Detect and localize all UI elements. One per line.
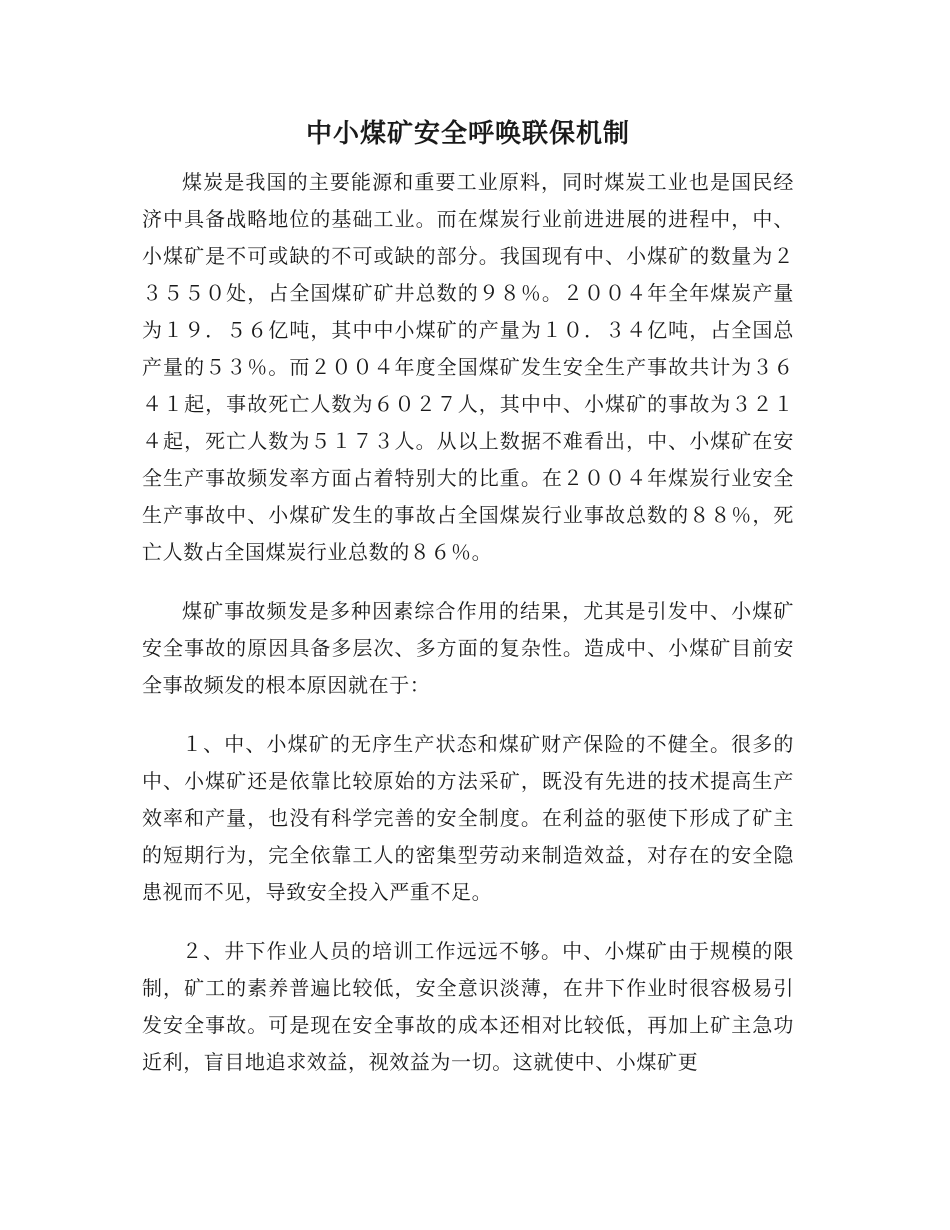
paragraph-accident-causes: 煤矿事故频发是多种因素综合作用的结果，尤其是引发中、小煤矿安全事故的原因具备多层次、多方面的复杂性。造成中、小煤矿目前安全事故频发的根本原因就在于： — [142, 599, 794, 697]
paragraph-point-1: １、中、小煤矿的无序生产状态和煤矿财产保险的不健全。很多的中、小煤矿还是依靠比较原始的方法采矿，既没有先进的技术提高生产效率和产量，也没有科学完善的安全制度。在利益的驱使下形成了矿主的短期行为，完全依靠工人的密集型劳动来制造效益，对存在的安全隐患视而不见，导致安全投入严重不足。 — [142, 732, 794, 904]
paragraph-intro-statistics: 煤炭是我国的主要能源和重要工业原料，同时煤炭工业也是国民经济中具备战略地位的基础工业。而在煤炭行业前进进展的进程中，中、小煤矿是不可或缺的不可或缺的部分。我国现有中、小煤矿的数量为２３５５０处，占全国煤矿矿井总数的９８％。２００４年全年煤炭产量为１９．５６亿吨，其中中小煤矿的产量为１０．３４亿吨，占全国总产量的５３％。而２００４年度全国煤矿发生安全生产事故共计为３６４１起，事故死亡人数为６０２７人，其中中、小煤矿的事故为３２１４起，死亡人数为５１７３人。从以上数据不难看出，中、小煤矿在安全生产事故频发率方面占着特别大的比重。在２００４年煤炭行业安全生产事故中、小煤矿发生的事故占全国煤炭行业事故总数的８８％，死亡人数占全国煤炭行业总数的８６％。 — [142, 170, 794, 564]
document-body — [142, 112, 794, 1103]
document-title: 中小煤矿安全呼唤联保机制 — [305, 119, 630, 149]
paragraph-point-2: ２、井下作业人员的培训工作远远不够。中、小煤矿由于规模的限制，矿工的素养普遍比较低，安全意识淡薄，在井下作业时很容极易引发安全事故。可是现在安全事故的成本还相对比较低，再加上矿主急功近利，盲目地追求效益，视效益为一切。这就使中、小煤矿更 — [142, 939, 794, 1074]
